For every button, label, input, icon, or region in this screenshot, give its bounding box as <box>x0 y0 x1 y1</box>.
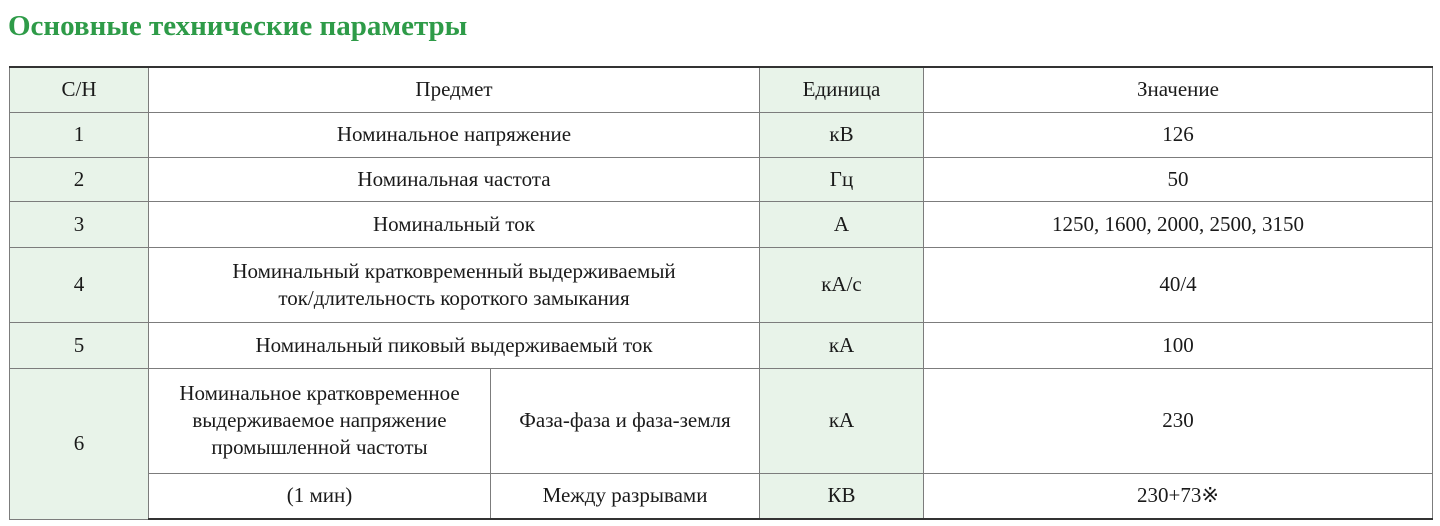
row-item: Номинальная частота <box>149 157 760 201</box>
table-row <box>10 473 1433 519</box>
row-sn: 4 <box>10 247 149 322</box>
row-item <box>149 368 491 473</box>
row-item-line: выдерживаемое напряжение <box>192 408 447 432</box>
table-row <box>10 112 1433 157</box>
row-value: 1250, 1600, 2000, 2500, 3150 <box>924 201 1433 247</box>
row-subitem: Между разрывами <box>491 473 760 519</box>
row-unit: КВ <box>760 473 924 519</box>
table-row <box>10 368 1433 473</box>
row-unit: А <box>760 201 924 247</box>
row-item: Номинальный пиковый выдерживаемый ток <box>149 322 760 368</box>
row-unit: кВ <box>760 112 924 157</box>
row-sn: 2 <box>10 157 149 201</box>
row-item-line: Номинальное кратковременное <box>179 381 460 405</box>
table-row <box>10 322 1433 368</box>
row-item: (1 мин) <box>149 473 491 519</box>
row-unit: кА <box>760 322 924 368</box>
header-unit: Единица <box>760 67 924 112</box>
parameters-table <box>9 66 1433 520</box>
row-item-line: ток/длительность короткого замыкания <box>278 285 630 310</box>
row-sn: 3 <box>10 201 149 247</box>
row-value: 100 <box>924 322 1433 368</box>
row-unit: кА <box>760 368 924 473</box>
row-value: 40/4 <box>924 247 1433 322</box>
row-item-line: промышленной частоты <box>211 435 428 459</box>
table-row <box>10 201 1433 247</box>
row-sn: 5 <box>10 322 149 368</box>
row-subitem: Фаза-фаза и фаза-земля <box>491 368 760 473</box>
row-item: Номинальное напряжение <box>149 112 760 157</box>
row-sn: 6 <box>10 368 149 519</box>
table-row <box>10 157 1433 201</box>
row-value: 230+73※ <box>924 473 1433 519</box>
row-item: Номинальный ток <box>149 201 760 247</box>
header-item: Предмет <box>149 67 760 112</box>
table-row <box>10 247 1433 322</box>
row-item <box>149 247 760 322</box>
row-value: 50 <box>924 157 1433 201</box>
row-unit: кА/с <box>760 247 924 322</box>
row-sn: 1 <box>10 112 149 157</box>
table-header-row <box>10 67 1433 112</box>
header-sn: С/Н <box>10 67 149 112</box>
header-value: Значение <box>924 67 1433 112</box>
row-value: 230 <box>924 368 1433 473</box>
row-value: 126 <box>924 112 1433 157</box>
page-title: Основные технические параметры <box>8 10 468 42</box>
row-item-line: Номинальный кратковременный выдерживаемый <box>232 258 676 283</box>
row-unit: Гц <box>760 157 924 201</box>
